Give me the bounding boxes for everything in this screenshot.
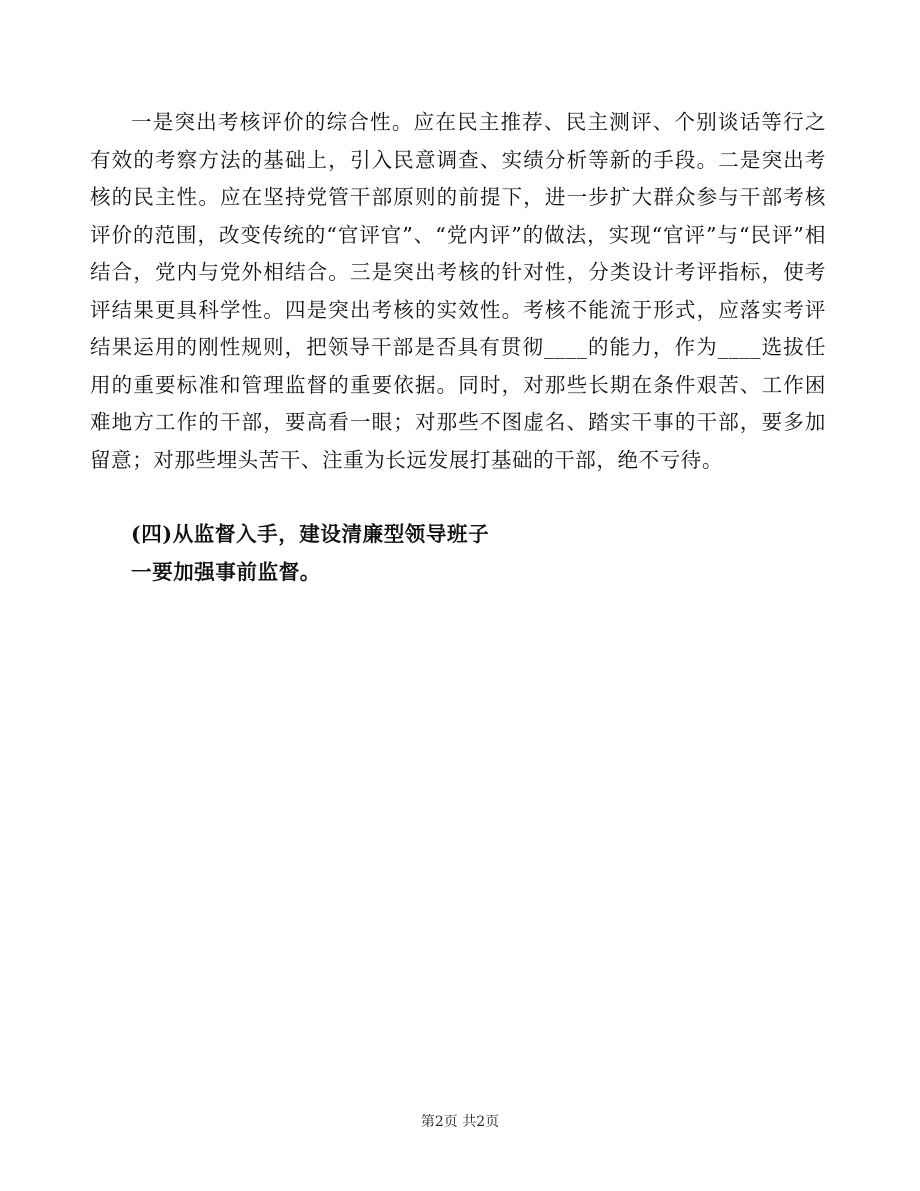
section-heading: (四)从监督入手，建设清廉型领导班子 [131, 522, 490, 546]
page-number-footer: 第2页 共2页 [420, 1114, 500, 1130]
subsection-heading: 一要加强事前监督。 [131, 560, 321, 584]
body-paragraph: 一是突出考核评价的综合性。应在民主推荐、民主测评、个别谈话等行之有效的考察方法的基础上，引入民意调查、实绩分析等新的手段。二是突出考核的民主性。应在坚持党管干部原则的前提下，进一步扩大群众参与干部考核评价的范围，改变传统的“官评官”、“党内评”的做法，实现“官评”与“民评”相结合，党内与党外相结合。三是突出考核的针对性，分类设计考评指标，使考评结果更具科学性。四是突出考核的实效性。考核不能流于形式，应落实考评结果运用的刚性规则，把领导干部是否具有贯彻____的能力，作为____选拔任用的重要标准和管理监督的重要依据。同时，对那些长期在条件艰苦、工作困难地方工作的干部，要高看一眼；对那些不图虚名、踏实干事的干部，要多加留意；对那些埋头苦干、注重为长远发展打基础的干部，绝不亏待。 [90, 110, 826, 472]
